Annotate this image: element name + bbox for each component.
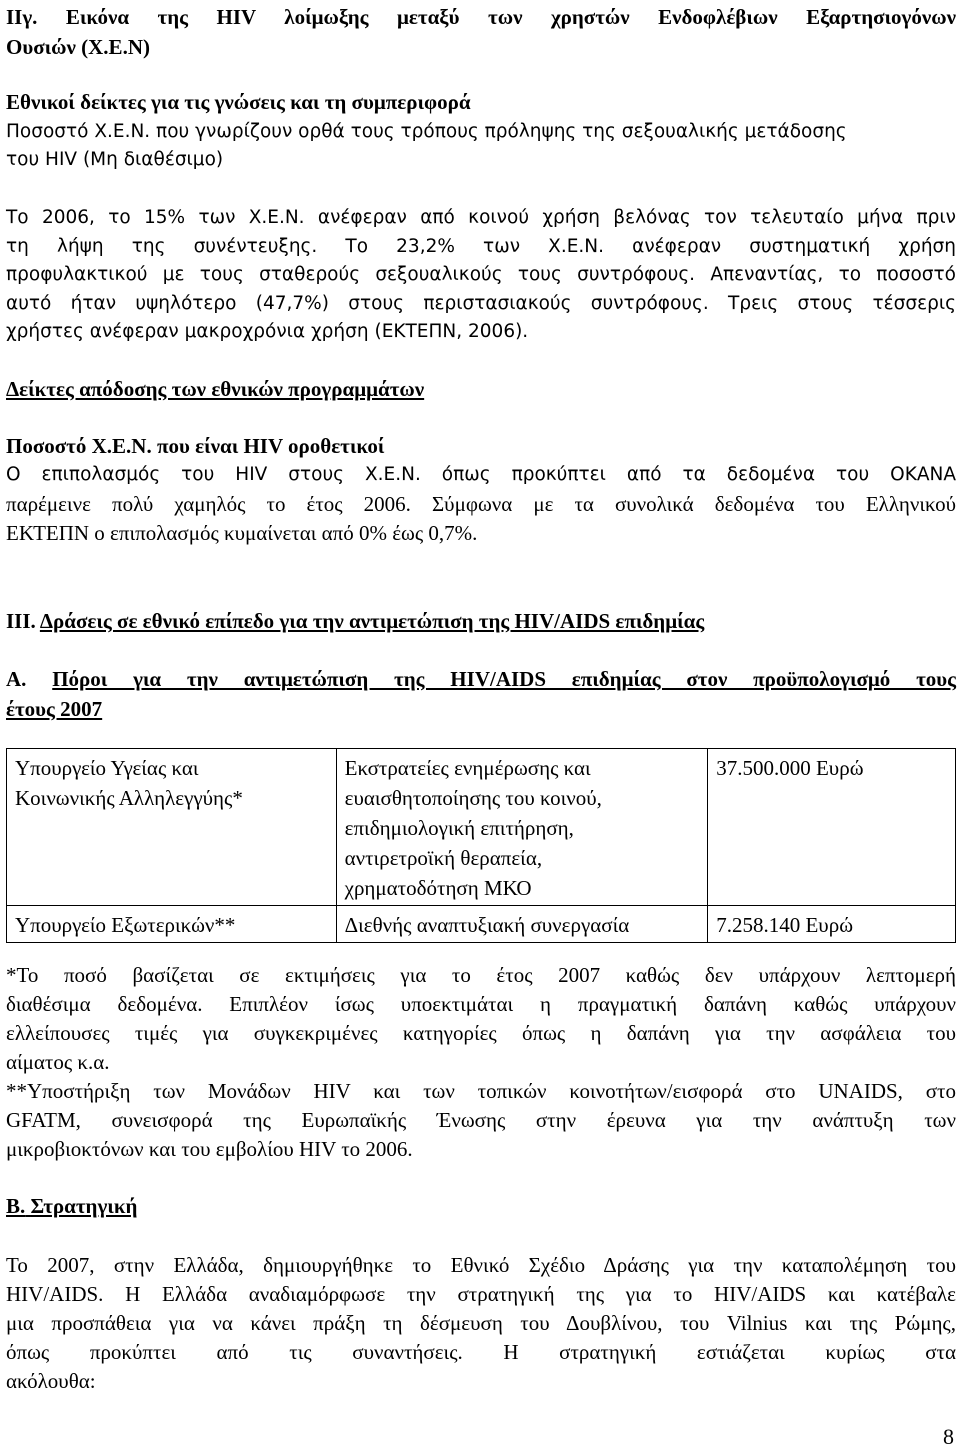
subsection-b-letter: Β.	[6, 1194, 26, 1218]
footnote1-line: *Το ποσό βασίζεται σε εκτιμήσεις για το έτος 2007 καθώς δεν υπάρχουν λεπτομερή	[6, 963, 956, 987]
amount-cell: 37.500.000 Ευρώ	[708, 749, 956, 906]
ministry-cell: Υπουργείο Υγείας και Κοινωνικής Αλληλεγγύης*	[7, 749, 337, 906]
subsection-a-line2: έτους 2007	[6, 697, 103, 721]
table-row	[7, 749, 956, 906]
footnote1-line: διαθέσιμα δεδομένα. Επιπλέον ίσως υποεκτιμάται η πραγματική δαπάνη καθώς υπάρχουν	[6, 992, 956, 1016]
strategy-line: μια προσπάθεια για να κάνει πράξη τη δέσμευση του Δουβλίνου, του Vilnius και της Ρώμης,	[6, 1311, 956, 1335]
section3-heading	[6, 606, 704, 636]
table-row	[7, 906, 956, 943]
section3-title: Δράσεις σε εθνικό επίπεδο για την αντιμετώπιση της HIV/AIDS επιδημίας	[39, 609, 705, 633]
strategy-line: όπως προκύπτει από τις συναντήσεις. Η στρατηγική εστιάζεται κυρίως στα	[6, 1340, 956, 1364]
indicators-heading: Εθνικοί δείκτες για τις γνώσεις και τη συμπεριφορά	[6, 90, 471, 114]
section-title-line1: ΙΙγ. Εικόνα της HIV λοίμωξης μεταξύ των χρηστών Ενδοφλέβιων Εξαρτησιογόνων	[6, 5, 956, 29]
footnote2-line: μικροβιοκτόνων και του εμβολίου HIV το 2006.	[6, 1137, 413, 1161]
strategy-line: Το 2007, στην Ελλάδα, δημιουργήθηκε το Εθνικό Σχέδιο Δράσης για την καταπολέμηση του	[6, 1253, 956, 1277]
indicators-subheading-line1: Ποσοστό Χ.Ε.Ν. που γνωρίζουν ορθά τους τρόπους πρόληψης της σεξουαλικής μετάδοσης	[6, 121, 847, 142]
subsection-a-title: Πόροι για την αντιμετώπιση της HIV/AIDS επιδημίας στον προϋπολογισμό τους	[52, 667, 957, 691]
footnote2-line: **Υποστήριξη των Μονάδων HIV και των τοπικών κοινοτήτων/εισφορά στο UNAIDS, στο	[6, 1079, 956, 1103]
ministry-cell: Υπουργείο Εξωτερικών**	[7, 906, 337, 943]
para1-line: προφυλακτικού με τους σταθερούς σεξουαλικούς τους συντρόφους. Απεναντίας, το ποσοστό	[6, 264, 956, 285]
section3-number: ΙΙΙ.	[6, 609, 36, 633]
hiv-positive-line: ΕΚΤΕΠΝ ο επιπολασμός κυμαίνεται από 0% έως 0,7%.	[6, 521, 478, 545]
subsection-a-letter: Α.	[6, 667, 27, 691]
activity-cell: Διεθνής αναπτυξιακή συνεργασία	[336, 906, 708, 943]
hiv-positive-line: Ο επιπολασμός του HIV στους Χ.Ε.Ν. όπως προκύπτει από τα δεδομένα του ΟΚΑΝΑ	[6, 464, 956, 485]
para1-line: αυτό ήταν υψηλότερο (47,7%) στους περιστασιακούς συντρόφους. Τρεις στους τέσσερις	[6, 293, 956, 314]
footnote1-line: ελλείπουσες τιμές για συγκεκριμένες κατηγορίες όπως η δαπάνη για την ασφάλεια του	[6, 1021, 956, 1045]
subsection-a-line1	[6, 664, 956, 694]
budget-table	[6, 748, 956, 943]
page-number: 8	[943, 1424, 954, 1449]
para1-line: Το 2006, το 15% των Χ.Ε.Ν. ανέφεραν από κοινού χρήση βελόνας τον τελευταίο μήνα πριν	[6, 207, 956, 228]
amount-cell: 7.258.140 Ευρώ	[708, 906, 956, 943]
strategy-line: HIV/AIDS. Η Ελλάδα αναδιαμόρφωσε την στρατηγική της για το HIV/AIDS και κατέβαλε	[6, 1282, 956, 1306]
para1-line: τη λήψη της συνέντευξης. Το 23,2% των Χ.Ε.Ν. ανέφεραν συστηματική χρήση	[6, 236, 956, 257]
footnote1-line: αίματος κ.α.	[6, 1050, 110, 1074]
activity-cell: Εκστρατείες ενημέρωσης και ευαισθητοποίησης του κοινού, επιδημιολογική επιτήρηση, αντιρετροϊκή θεραπεία, χρηματοδότηση ΜΚΟ	[336, 749, 708, 906]
strategy-line: ακόλουθα:	[6, 1369, 96, 1393]
hiv-positive-line: παρέμεινε πολύ χαμηλός το έτος 2006. Σύμφωνα με τα συνολικά δεδομένα του Ελληνικού	[6, 492, 956, 516]
para1-line: χρήστες ανέφεραν μακροχρόνια χρήση (ΕΚΤΕΠΝ, 2006).	[6, 321, 529, 342]
performance-heading: Δείκτες απόδοσης των εθνικών προγραμμάτων	[6, 377, 425, 401]
footnote2-line: GFATM, συνεισφορά της Ευρωπαϊκής Ένωσης στην έρευνα για την ανάπτυξη των	[6, 1108, 956, 1132]
subsection-b-title: Στρατηγική	[30, 1194, 138, 1218]
indicators-subheading-line2: του HIV (Μη διαθέσιμο)	[6, 149, 224, 170]
section-title-line2: Ουσιών (Χ.Ε.Ν)	[6, 35, 150, 59]
hiv-positive-heading: Ποσοστό Χ.Ε.Ν. που είναι HIV οροθετικοί	[6, 434, 385, 458]
subsection-b-heading	[6, 1191, 137, 1221]
